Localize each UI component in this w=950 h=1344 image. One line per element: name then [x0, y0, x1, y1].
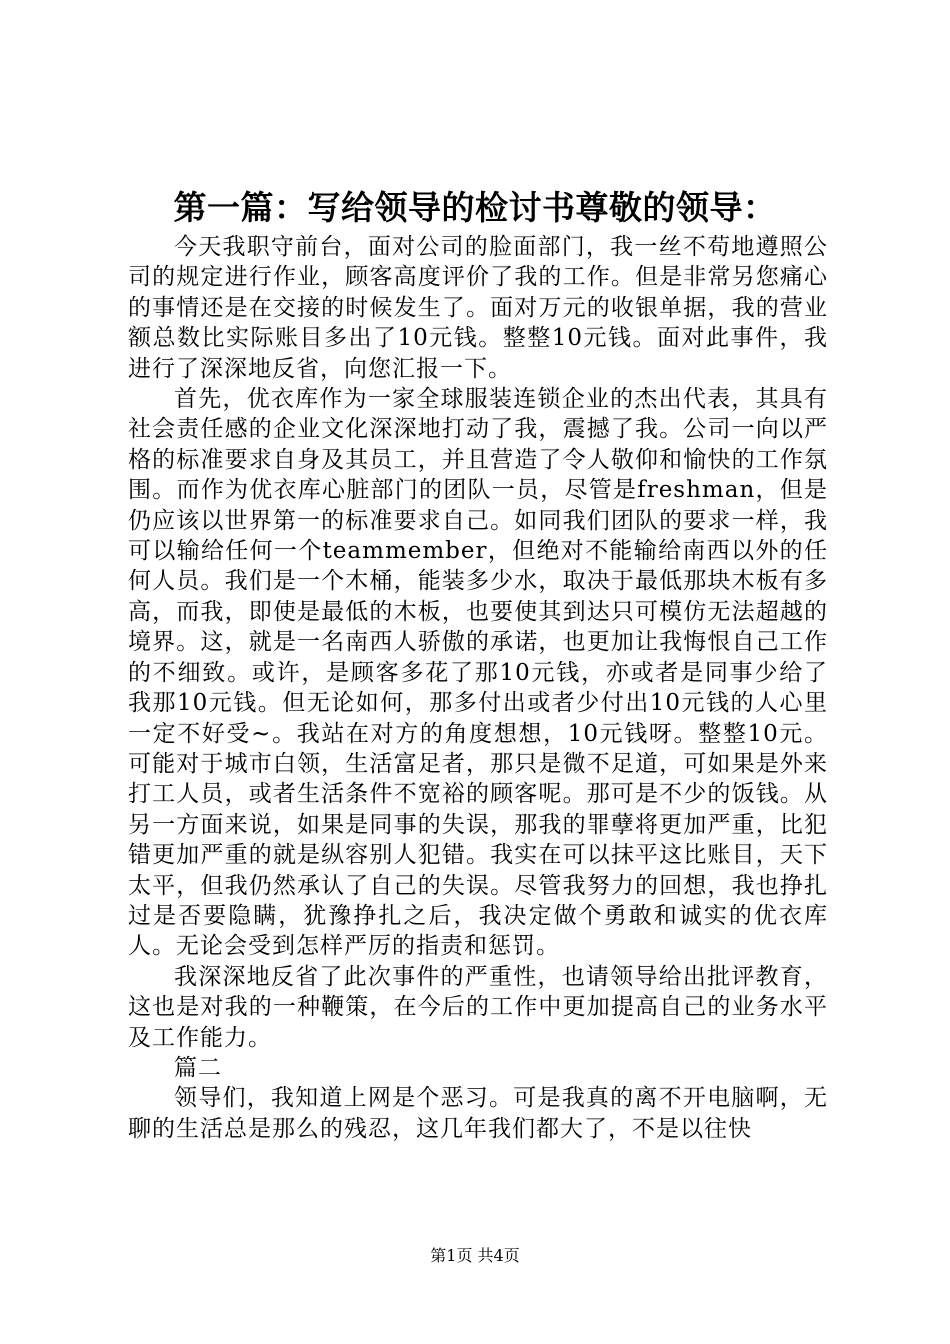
paragraph-1: 今天我职守前台，面对公司的脸面部门，我一丝不苟地遵照公司的规定进行作业，顾客高度评价了我的工作。但是非常另您痛心的事情还是在交接的时候发生了。面对万元的收银单据，我的营业额总数比实际账目多出了10元钱。整整10元钱。面对此事件，我进行了深深地反省，向您汇报一下。: [128, 234, 828, 382]
page-number: 第1页 共4页: [430, 1246, 520, 1265]
paragraph-3: 我深深地反省了此次事件的严重性，也请领导给出批评教育，这也是对我的一种鞭策，在今后的工作中更加提高自己的业务水平及工作能力。: [128, 963, 828, 1051]
document-title: 第一篇：写给领导的检讨书尊敬的领导：: [173, 188, 777, 227]
document-body: [128, 232, 828, 1144]
section-heading: 篇二: [174, 1054, 222, 1081]
paragraph-2: 首先，优衣库作为一家全球服装连锁企业的杰出代表，其具有社会责任感的企业文化深深地打动了我，震撼了我。公司一向以严格的标准要求自身及其员工，并且营造了令人敬仰和愉快的工作氛围。而作为优衣库心脏部门的团队一员，尽管是freshman，但是仍应该以世界第一的标准要求自己。如同我们团队的要求一样，我可以输给任何一个teammember，但绝对不能输给南西以外的任何人员。我们是一个木桶，能装多少水，取决于最低那块木板有多高，而我，即使是最低的木板，也要使其到达只可模仿无法超越的境界。这，就是一名南西人骄傲的承诺，也更加让我悔恨自己工作的不细致。或许，是顾客多花了那10元钱，亦或者是同事少给了我那10元钱。但无论如何，那多付出或者少付出10元钱的人心里一定不好受~。我站在对方的角度想想，10元钱呀。整整10元。可能对于城市白领，生活富足者，那只是微不足道，可如果是外来打工人员，或者生活条件不宽裕的顾客呢。那可是不少的饭钱。从另一方面来说，如果是同事的失误，那我的罪孽将更加严重，比犯错更加严重的就是纵容别人犯错。我实在可以抹平这比账目，天下太平，但我仍然承认了自己的失误。尽管我努力的回想，我也挣扎过是否要隐瞒，犹豫挣扎之后，我决定做个勇敢和诚实的优衣库人。无论会受到怎样严厉的指责和惩罚。: [128, 386, 828, 960]
paragraph-4: 领导们，我知道上网是个恶习。可是我真的离不开电脑啊，无聊的生活总是那么的残忍，这几年我们都大了，不是以往快: [128, 1085, 828, 1142]
